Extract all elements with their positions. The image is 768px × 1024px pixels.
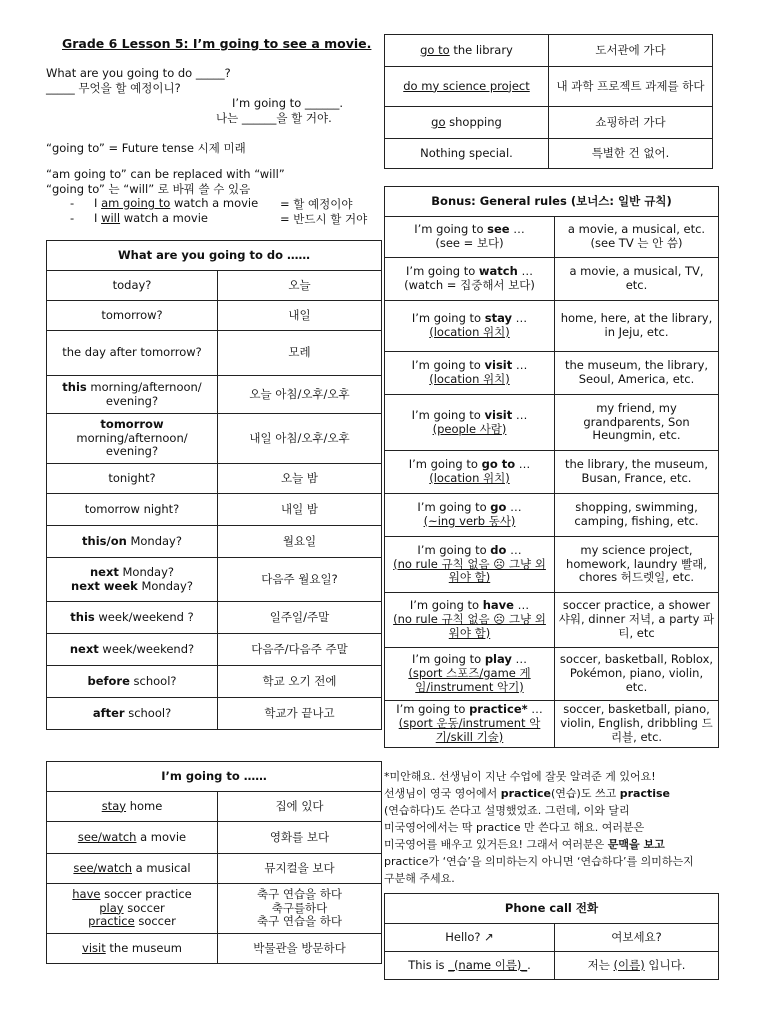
verb-rule: I’m going to go to … (location 위치) (385, 451, 555, 494)
time-expression-ko: 내일 밤 (218, 494, 382, 526)
verb-rule: I’m going to watch … (watch = 집중해서 보다) (385, 258, 555, 301)
time-expression-en: tomorrow night? (47, 494, 218, 526)
time-expression-ko: 다음주 월요일? (218, 558, 382, 602)
verb-examples: shopping, swimming, camping, fishing, etc. (555, 494, 719, 537)
verb-examples: soccer, basketball, piano, violin, English, dribbling 드리블, etc. (555, 701, 719, 748)
time-expression-en: tomorrow morning/afternoon/ evening? (47, 414, 218, 464)
activity-en: see/watch a musical (47, 854, 218, 884)
question-en: What are you going to do _____? (46, 66, 231, 80)
time-expression-ko: 내일 아침/오후/오후 (218, 414, 382, 464)
going-table-header: I’m going to …… (47, 762, 382, 792)
activity-ko: 특별한 건 없어. (549, 139, 713, 169)
time-expression-en: tonight? (47, 464, 218, 494)
verb-examples: my friend, my grandparents, Son Heungmin, etc. (555, 395, 719, 451)
activity-en: Nothing special. (385, 139, 549, 169)
time-expression-ko: 일주일/주말 (218, 602, 382, 634)
time-expression-ko: 다음주/다음주 주말 (218, 634, 382, 666)
time-expression-ko: 학교가 끝나고 (218, 698, 382, 730)
phone-hello-ko: 여보세요? (555, 924, 719, 952)
activity-ko: 영화를 보다 (218, 822, 382, 854)
answer-ko: 나는 ______을 할 거야. (216, 111, 332, 125)
answer-en: I’m going to ______. (232, 96, 344, 110)
time-expression-ko: 학교 오기 전에 (218, 666, 382, 698)
activity-en: stay home (47, 792, 218, 822)
bonus-rules-table (384, 186, 719, 748)
phone-this-is-en: This is _(name 이름)_. (385, 952, 555, 980)
activity-ko: 집에 있다 (218, 792, 382, 822)
time-expression-en: this/on Monday? (47, 526, 218, 558)
activity-ko: 도서관에 가다 (549, 35, 713, 67)
time-expression-en: this week/weekend ? (47, 602, 218, 634)
verb-rule: I’m going to practice* … (sport 운동/instrument 악기/skill 기술) (385, 701, 555, 748)
time-expression-en: after school? (47, 698, 218, 730)
verb-rule: I’m going to see … (see = 보다) (385, 217, 555, 258)
activity-en: see/watch a movie (47, 822, 218, 854)
time-expression-en: the day after tomorrow? (47, 331, 218, 376)
time-expression-ko: 오늘 (218, 271, 382, 301)
example-2-ko: = 반드시 할 거야 (280, 212, 368, 226)
phone-table-header: Phone call 전화 (385, 894, 719, 924)
time-expression-en: tomorrow? (47, 301, 218, 331)
example-2: - I will watch a movie (70, 211, 208, 225)
activity-ko: 쇼핑하러 가다 (549, 107, 713, 139)
will-note-ko: “going to” 는 “will” 로 바꿔 쓸 수 있음 (46, 182, 251, 196)
time-expression-ko: 내일 (218, 301, 382, 331)
verb-examples: the library, the museum, Busan, France, etc. (555, 451, 719, 494)
will-note-en: “am going to” can be replaced with “will” (46, 167, 285, 181)
practice-note: *미안해요. 선생님이 지난 수업에 잘못 알려준 게 있어요! 선생님이 영국 영어에서 practice(연습)도 쓰고 practise (연습하다)도 쓴다고 설명했었죠. 그런데, 이와 달리 미국영어에서는 딱 practice 만 쓴다고 해요. 여러분은 미국영어를 배우고 있거든요! 그래서 여러분은 문맥을 보고 practice가 ‘연습’을 의미하는지 아니면 ‘연습하다’를 의미하는지 구분해 주세요. (384, 770, 694, 885)
verb-rule: I’m going to have … (no rule 규칙 없음 ☹ 그냥 외워야 함) (385, 593, 555, 648)
future-tense-note: “going to” = Future tense 시제 미래 (46, 141, 246, 155)
verb-examples: soccer practice, a shower 샤워, dinner 저녁, a party 파티, etc (555, 593, 719, 648)
activity-ko: 뮤지컬을 보다 (218, 854, 382, 884)
time-expression-en: next week/weekend? (47, 634, 218, 666)
verb-examples: the museum, the library, Seoul, America, etc. (555, 352, 719, 395)
page-title: Grade 6 Lesson 5: I’m going to see a movie. (62, 36, 372, 51)
activities-table (384, 34, 713, 169)
verb-rule: I’m going to visit … (location 위치) (385, 352, 555, 395)
phone-call-table (384, 893, 719, 980)
example-1: - I am going to watch a movie (70, 196, 259, 210)
activity-en: visit the museum (47, 934, 218, 964)
verb-rule: I’m going to visit … (people 사람) (385, 395, 555, 451)
time-expression-en: next Monday? next week Monday? (47, 558, 218, 602)
time-expression-ko: 월요일 (218, 526, 382, 558)
activity-en: do my science project (385, 67, 549, 107)
activity-ko: 축구 연습을 하다 축구를하다 축구 연습을 하다 (218, 884, 382, 934)
verb-rule: I’m going to play … (sport 스포즈/game 게임/instrument 악기) (385, 648, 555, 701)
example-1-ko: = 할 예정이야 (280, 197, 353, 211)
activity-en: go shopping (385, 107, 549, 139)
time-expression-en: today? (47, 271, 218, 301)
verb-examples: my science project, homework, laundry 빨래, chores 허드렛일, etc. (555, 537, 719, 593)
phone-hello-en: Hello? ↗ (385, 924, 555, 952)
time-expression-ko: 오늘 아침/오후/오후 (218, 376, 382, 414)
time-table-header: What are you going to do …… (47, 241, 382, 271)
time-expression-ko: 오늘 밤 (218, 464, 382, 494)
activity-ko: 박물관을 방문하다 (218, 934, 382, 964)
activity-en: have soccer practice play soccer practice soccer (47, 884, 218, 934)
bonus-table-header: Bonus: General rules (보너스: 일반 규칙) (385, 187, 719, 217)
time-expression-ko: 모레 (218, 331, 382, 376)
verb-rule: I’m going to do … (no rule 규칙 없음 ☹ 그냥 외워야 함) (385, 537, 555, 593)
time-expression-en: this morning/afternoon/ evening? (47, 376, 218, 414)
phone-this-is-ko: 저는 (이름) 입니다. (555, 952, 719, 980)
time-expression-en: before school? (47, 666, 218, 698)
going-to-table (46, 761, 382, 964)
activity-ko: 내 과학 프로젝트 과제를 하다 (549, 67, 713, 107)
verb-rule: I’m going to stay … (location 위치) (385, 301, 555, 352)
verb-examples: a movie, a musical, TV, etc. (555, 258, 719, 301)
time-expressions-table (46, 240, 382, 730)
verb-rule: I’m going to go … (~ing verb 동사) (385, 494, 555, 537)
verb-examples: home, here, at the library, in Jeju, etc. (555, 301, 719, 352)
verb-examples: a movie, a musical, etc. (see TV 는 안 씀) (555, 217, 719, 258)
question-ko: _____ 무엇을 할 예정이니? (46, 81, 181, 95)
verb-examples: soccer, basketball, Roblox, Pokémon, piano, violin, etc. (555, 648, 719, 701)
activity-en: go to the library (385, 35, 549, 67)
